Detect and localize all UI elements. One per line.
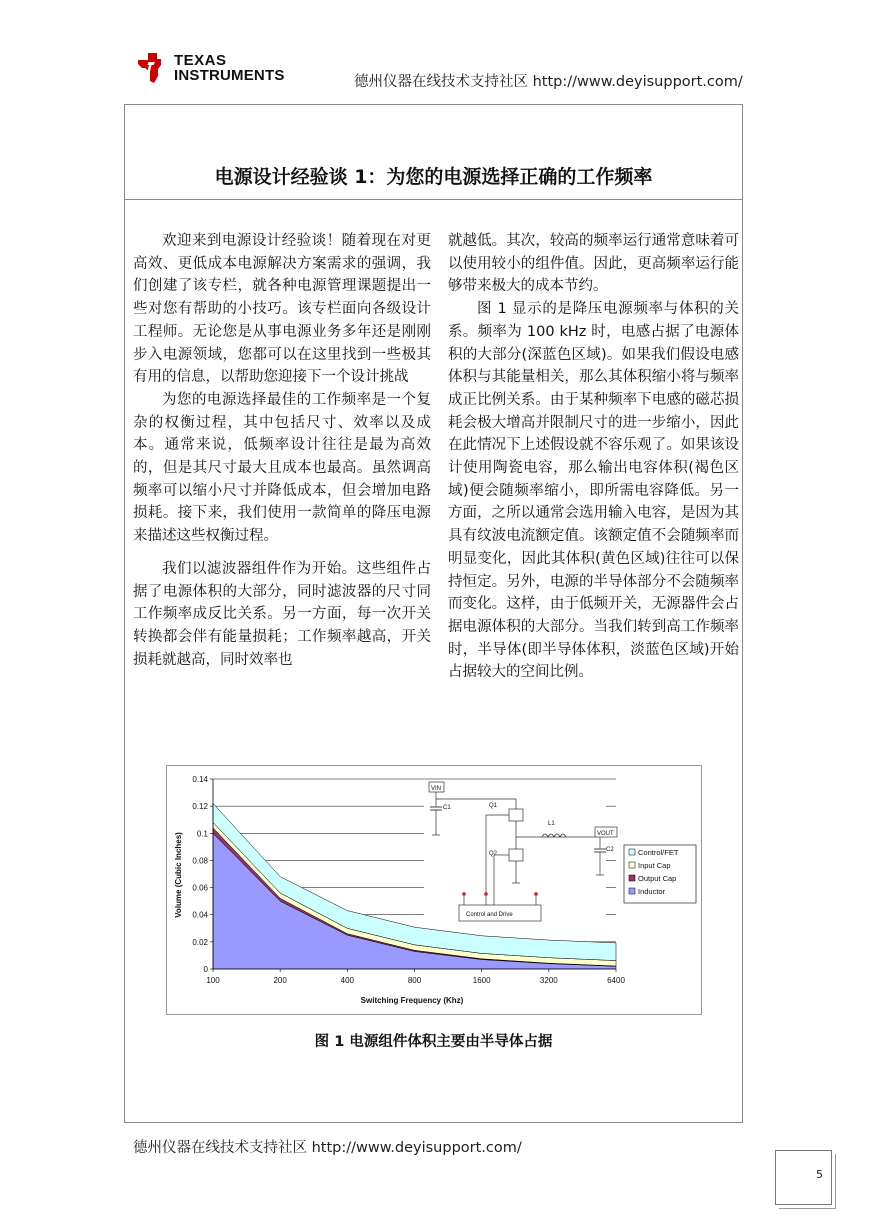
x-axis-label: Switching Frequency (Khz): [360, 996, 464, 1005]
q2-label: Q2: [489, 851, 498, 857]
y-tick-label: 0.12: [192, 802, 208, 812]
paragraph: 我们以滤波器组件作为开始。这些组件占据了电源体积的大部分，同时滤波器的尺寸同工作频率成反比关系。另一方面，每一次开关转换都会伴有能量损耗；工作频率越高，开关损耗就越高，同时效率也: [133, 560, 431, 668]
x-tick-label: 800: [407, 976, 422, 985]
vin-label: VIN: [431, 786, 442, 792]
legend-label: Output Cap: [638, 874, 677, 883]
x-tick-label: 1600: [472, 976, 491, 985]
buck-schematic: [424, 781, 617, 926]
figure-1: [166, 765, 702, 1015]
q1-label: Q1: [489, 803, 498, 809]
paragraph: 为您的电源选择最佳的工作频率是一个复杂的权衡过程，其中包括尺寸、效率以及成本。通常来说，低频率设计往往是最为高效的，但是其尺寸最大且成本也最高。虽然调高频率可以缩小尺寸并降低成本，但会增加电路损耗。接下来，我们使用一款简单的降压电源来描述这些权衡过程。: [133, 391, 431, 545]
legend-label: Control/FET: [638, 848, 679, 857]
ti-logo-icon: [134, 50, 170, 86]
logo-line-2: INSTRUMENTS: [174, 67, 285, 84]
header-community-link[interactable]: 德州仪器在线技术支持社区 http://www.deyisupport.com/: [354, 74, 743, 90]
paragraph: 图 1 显示的是降压电源频率与体积的关系。频率为 100 kHz 时，电感占据了电源体积的大部分(深蓝色区域)。如果我们假设电感体积与其能量相关，那么其体积缩小将与频率成正比例关系。由于某种频率下电感的磁芯损耗会极大增高并限制尺寸的进一步缩小，因此在此情况下上述假设就不容乐观了。如果该设计使用陶瓷电容，那么输出电容体积(褐色区域)便会随频率缩小，即所需电容降低。另一方面，之所以通常会选用输入电容，是因为其具有纹波电流额定值。该额定值不会随频率而明显变化，因此其体积(黄色区域)往往可以保持恒定。另外，电源的半导体部分不会随频率而变化。这样，由于低频开关，无源器件会占据电源体积的大部分。当我们转到高工作频率时，半导体(即半导体体积，淡蓝色区域)开始占据较大的空间比例。: [448, 301, 739, 681]
y-tick-label: 0.04: [192, 910, 208, 920]
right-column: [448, 230, 739, 684]
article-title: 电源设计经验谈 1：为您的电源选择正确的工作频率: [214, 166, 653, 188]
x-tick-label: 400: [340, 976, 355, 985]
q1-mosfet: [509, 809, 523, 821]
page-number: 5: [816, 1168, 823, 1181]
chart-legend: [624, 845, 696, 903]
footer-community-link[interactable]: 德州仪器在线技术支持社区 http://www.deyisupport.com/: [133, 1140, 522, 1156]
vout-label: VOUT: [597, 831, 614, 837]
title-divider: [124, 199, 743, 200]
paragraph: 欢迎来到电源设计经验谈！随着现在对更高效、更低成本电源解决方案需求的强调，我们创建了该专栏，就各种电源管理课题提出一些对您有帮助的小技巧。该专栏面向各级设计工程师。无论您是从事电源业务多年还是刚刚步入电源领域，您都可以在这里找到一些极其有用的信息，以帮助您迎接下一个设计挑战: [133, 233, 431, 386]
legend-label: Inductor: [638, 887, 666, 896]
x-tick-label: 3200: [539, 976, 558, 985]
l1-label: L1: [548, 821, 555, 827]
logo-line-1: TEXAS: [174, 52, 227, 69]
y-tick-label: 0.1: [196, 829, 208, 839]
control-drive-label: Control and Drive: [466, 912, 513, 918]
x-tick-label: 200: [273, 976, 287, 985]
y-tick-label: 0: [203, 965, 208, 974]
page-number-box: [775, 1150, 832, 1205]
legend-swatch: [629, 849, 635, 855]
y-tick-label: 0.14: [192, 775, 208, 784]
ti-logo: [134, 50, 294, 90]
paragraph: 就越低。其次，较高的频率运行通常意味着可以使用较小的组件值。因此，更高频率运行能够带来极大的成本节约。: [448, 233, 739, 295]
q2-mosfet: [509, 849, 523, 861]
left-column: [133, 230, 431, 671]
volume-chart: [166, 765, 702, 1015]
x-tick-label: 100: [206, 976, 220, 985]
c2-label: C2: [606, 847, 614, 853]
x-tick-label: 6400: [607, 976, 625, 985]
y-tick-label: 0.08: [192, 856, 208, 866]
ti-logo-text: [174, 53, 285, 83]
legend-swatch: [629, 862, 635, 868]
legend-label: Input Cap: [638, 861, 671, 870]
legend-swatch: [629, 888, 635, 894]
y-axis-label: Volume (Cubic Inches): [174, 832, 183, 918]
c1-label: C1: [443, 805, 451, 811]
legend-swatch: [629, 875, 635, 881]
y-tick-label: 0.06: [192, 883, 208, 893]
y-tick-label: 0.02: [192, 937, 208, 947]
figure-caption: 图 1 电源组件体积主要由半导体占据: [314, 1034, 553, 1050]
